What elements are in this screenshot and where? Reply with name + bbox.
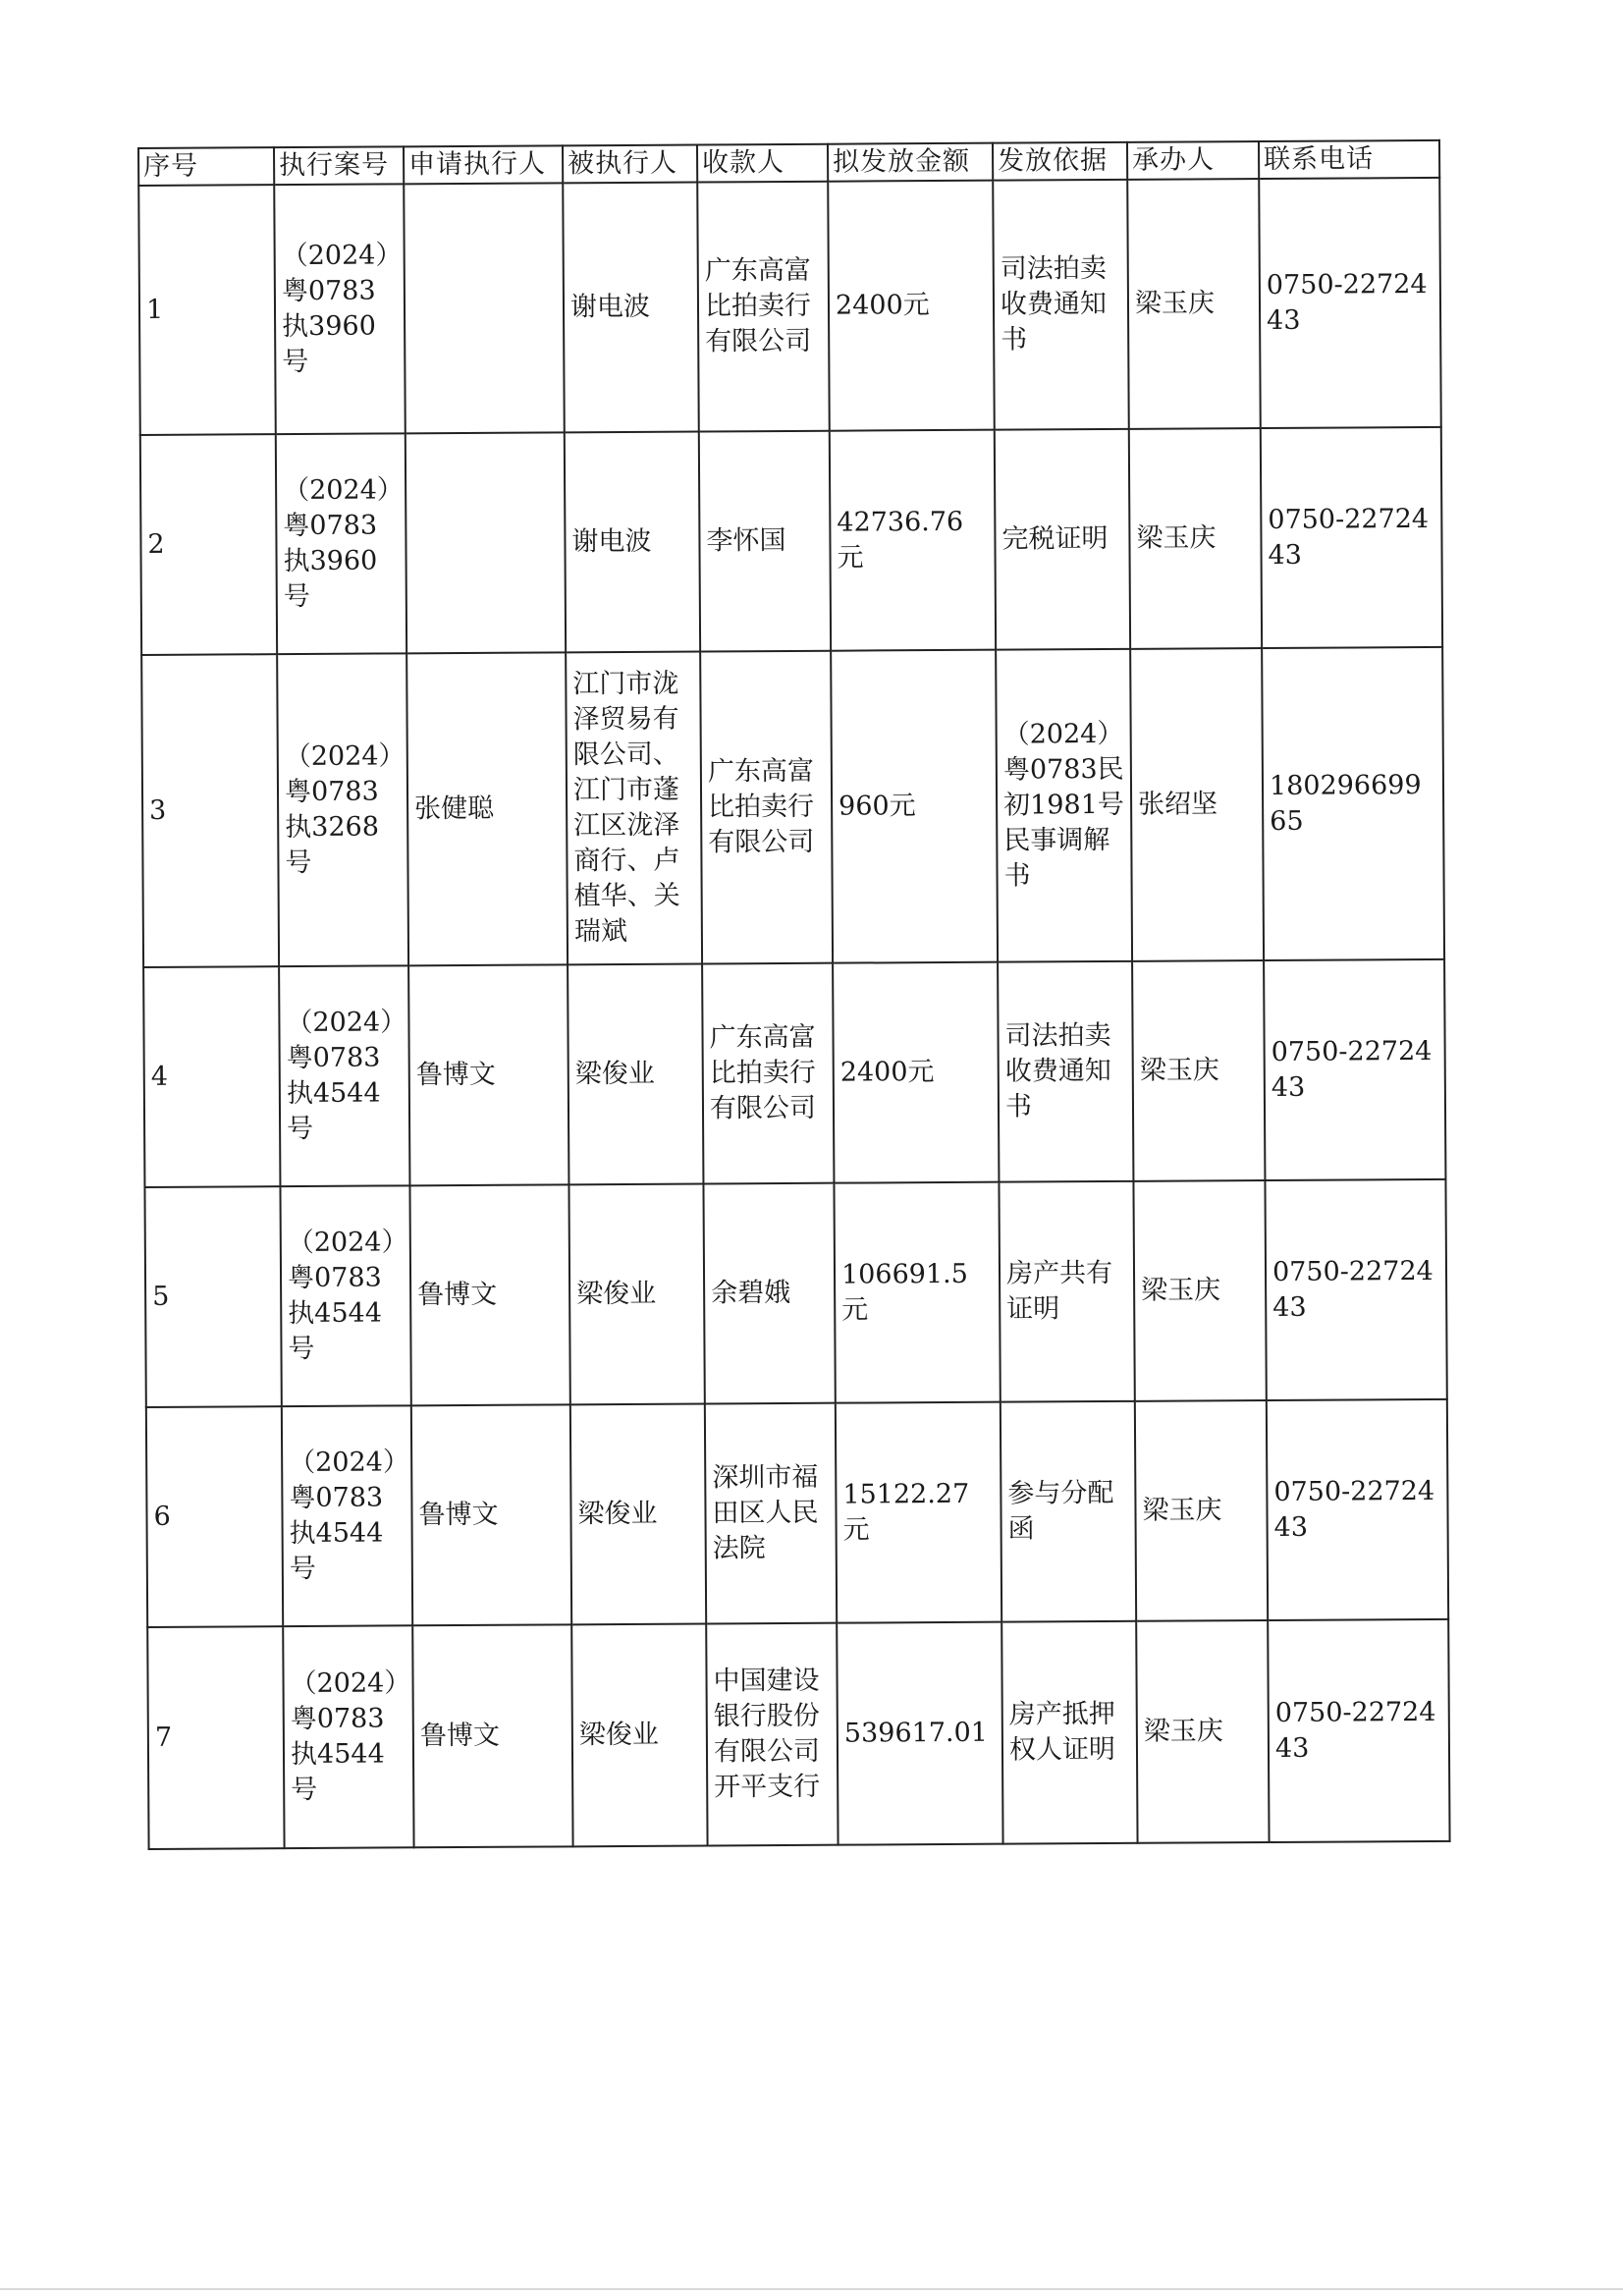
cell-amount: 960元 — [831, 650, 998, 963]
cell-applicant: 鲁博文 — [412, 1624, 572, 1847]
cell-case-no: （2024）粤0783执4544号 — [283, 1625, 413, 1848]
cell-seq: 3 — [141, 654, 279, 967]
cell-amount: 2400元 — [833, 962, 999, 1183]
header-amount: 拟发放金额 — [828, 143, 993, 182]
header-case-no: 执行案号 — [274, 146, 404, 185]
cell-handler: 梁玉庆 — [1127, 179, 1261, 429]
cell-handler: 梁玉庆 — [1136, 1620, 1269, 1843]
cell-phone: 0750-2272443 — [1265, 1179, 1446, 1400]
cell-respondent: 梁俊业 — [571, 1623, 707, 1846]
disbursement-table-wrapper — [137, 139, 1449, 1850]
cell-applicant: 鲁博文 — [408, 964, 568, 1185]
header-handler: 承办人 — [1127, 141, 1259, 180]
header-seq: 序号 — [138, 147, 274, 186]
cell-phone: 0750-2272443 — [1268, 1619, 1449, 1842]
disbursement-table — [137, 139, 1451, 1850]
cell-handler: 梁玉庆 — [1133, 1180, 1266, 1401]
cell-handler: 梁玉庆 — [1129, 428, 1262, 649]
table-row — [141, 647, 1444, 967]
cell-basis: 司法拍卖收费通知书 — [993, 180, 1129, 430]
header-basis: 发放依据 — [993, 142, 1127, 181]
cell-phone: 0750-2272443 — [1261, 427, 1442, 648]
cell-respondent: 谢电波 — [563, 183, 699, 433]
cell-applicant: 鲁博文 — [409, 1184, 569, 1405]
cell-payee: 广东高富比拍卖行有限公司 — [697, 182, 830, 432]
table-row — [143, 959, 1445, 1187]
cell-handler: 梁玉庆 — [1132, 960, 1265, 1181]
cell-seq: 4 — [143, 966, 280, 1187]
cell-basis: 完税证明 — [995, 429, 1130, 650]
cell-handler: 梁玉庆 — [1135, 1400, 1268, 1621]
table-row — [144, 1179, 1446, 1407]
cell-seq: 1 — [138, 185, 276, 435]
table-row — [146, 1399, 1448, 1627]
cell-amount: 2400元 — [828, 181, 995, 431]
cell-case-no: （2024）粤0783执3268号 — [277, 653, 408, 966]
cell-respondent: 梁俊业 — [568, 1183, 704, 1404]
cell-respondent: 谢电波 — [565, 432, 700, 653]
cell-applicant — [406, 432, 566, 653]
cell-respondent: 江门市泷泽贸易有限公司、江门市蓬江区泷泽商行、卢植华、关瑞斌 — [566, 652, 702, 965]
cell-handler: 张绍坚 — [1130, 648, 1264, 961]
cell-case-no: （2024）粤0783执3960号 — [276, 433, 406, 654]
cell-phone: 0750-2272443 — [1267, 1399, 1448, 1620]
cell-phone: 0750-2272443 — [1259, 178, 1441, 428]
cell-payee: 余碧娥 — [703, 1183, 835, 1404]
scan-bottom-edge — [0, 2288, 1623, 2290]
cell-applicant: 鲁博文 — [411, 1404, 571, 1625]
cell-case-no: （2024）粤0783执4544号 — [279, 965, 409, 1186]
header-applicant: 申请执行人 — [404, 145, 563, 184]
cell-payee: 广东高富比拍卖行有限公司 — [700, 651, 833, 964]
cell-respondent: 梁俊业 — [570, 1403, 706, 1624]
cell-applicant — [404, 183, 565, 433]
cell-basis: （2024）粤0783民初1981号民事调解书 — [996, 649, 1132, 962]
cell-amount: 539617.01 — [837, 1622, 1002, 1845]
cell-payee: 中国建设银行股份有限公司开平支行 — [706, 1623, 838, 1846]
cell-amount: 42736.76元 — [830, 430, 996, 651]
header-payee: 收款人 — [697, 144, 828, 183]
cell-amount: 15122.27元 — [836, 1402, 1001, 1623]
cell-case-no: （2024）粤0783执3960号 — [274, 184, 406, 434]
cell-amount: 106691.5元 — [834, 1182, 1000, 1403]
cell-payee: 深圳市福田区人民法院 — [705, 1403, 837, 1624]
table-row — [140, 427, 1442, 655]
cell-payee: 李怀国 — [699, 431, 831, 652]
cell-seq: 6 — [146, 1406, 283, 1627]
header-respondent: 被执行人 — [563, 145, 697, 184]
cell-seq: 2 — [140, 434, 277, 655]
cell-basis: 房产共有证明 — [999, 1181, 1134, 1402]
cell-basis: 房产抵押权人证明 — [1001, 1621, 1137, 1844]
cell-respondent: 梁俊业 — [568, 964, 703, 1185]
cell-phone: 0750-2272443 — [1264, 959, 1445, 1180]
cell-applicant: 张健聪 — [406, 652, 568, 965]
cell-basis: 司法拍卖收费通知书 — [998, 961, 1133, 1182]
cell-case-no: （2024）粤0783执4544号 — [282, 1405, 412, 1626]
cell-payee: 广东高富比拍卖行有限公司 — [702, 963, 834, 1184]
cell-seq: 7 — [147, 1626, 284, 1849]
cell-seq: 5 — [144, 1186, 281, 1407]
header-phone: 联系电话 — [1259, 140, 1439, 179]
table-row — [138, 178, 1441, 435]
cell-phone: 18029669965 — [1262, 647, 1444, 960]
cell-case-no: （2024）粤0783执4544号 — [280, 1185, 410, 1406]
table-row — [147, 1619, 1449, 1849]
cell-basis: 参与分配函 — [1001, 1401, 1136, 1622]
